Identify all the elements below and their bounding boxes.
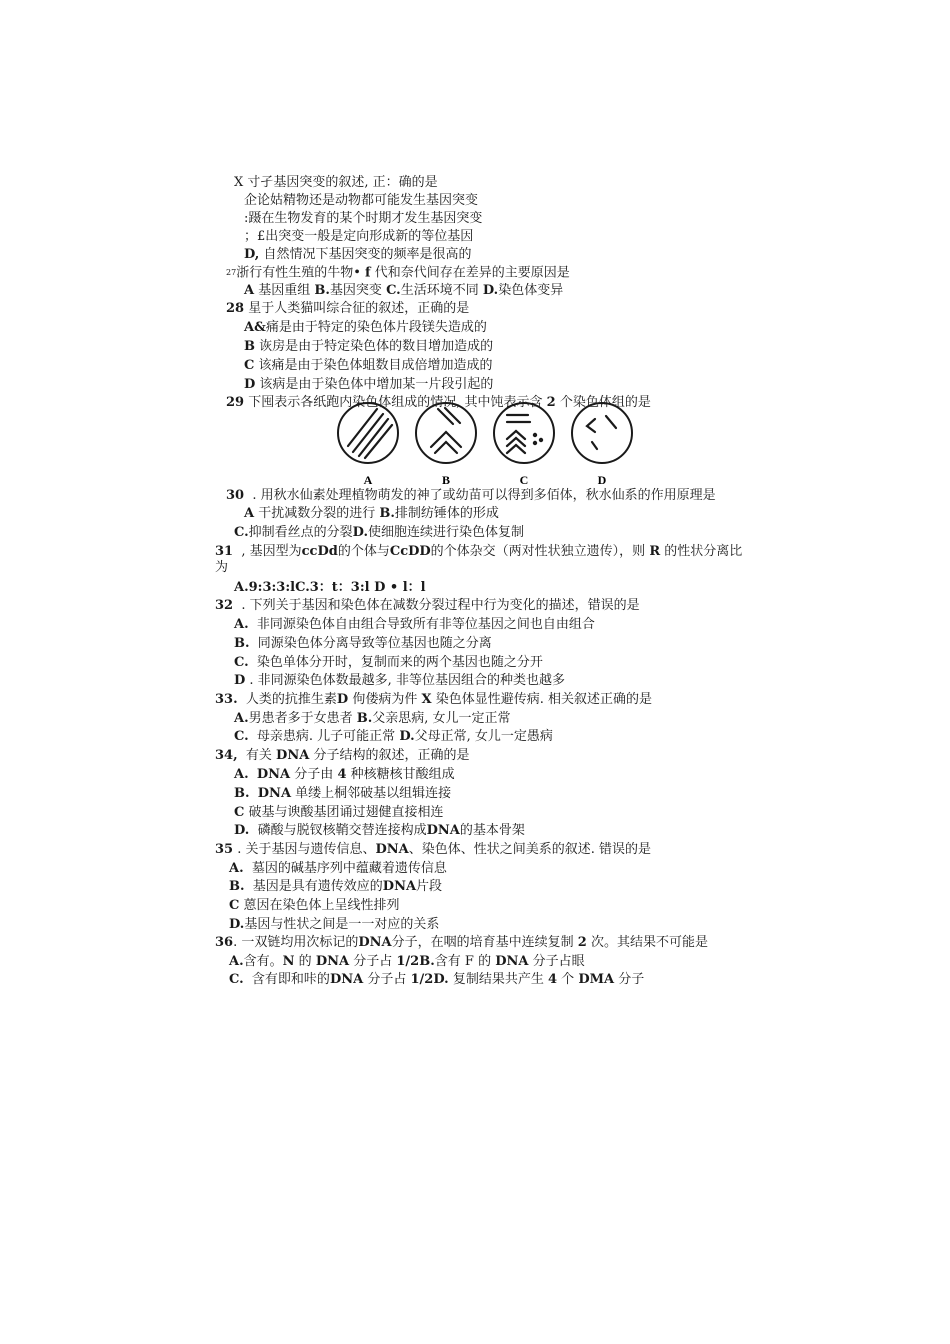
question-32-stem: 32 . 下列关于基因和染色体在减数分裂过程中行为变化的描述，错误的是 bbox=[215, 598, 640, 613]
question-31-stem-cont: 为 bbox=[215, 560, 229, 575]
cell-b-diagram bbox=[416, 403, 476, 463]
question-35-option-b: B. 基因是具有遗传效应的DNA片段 bbox=[229, 879, 443, 894]
question-27-options: A 基因重组 B.基因突变 C.生活环境不同 D.染色体变异 bbox=[244, 283, 564, 298]
question-26-stem: X 寸孑基因突变的叙述, 正：确的是 bbox=[234, 175, 438, 190]
question-32-option-b: B. 同源染色体分离导致等位基因也随之分离 bbox=[234, 636, 492, 651]
question-30-stem: 30 . 用秋水仙素处理植物萌发的神了或幼苗可以得到多佰体，秋水仙系的作用原理是 bbox=[226, 488, 716, 503]
question-32-option-a: A. 非同源染色体自由组合导致所有非等位基因之间也自由组合 bbox=[234, 617, 595, 632]
question-33-options-cd: C. 母亲患病. 儿子可能正常 D.父母正常, 女儿一定愚病 bbox=[234, 729, 553, 744]
chromosome-cells-figure bbox=[335, 395, 645, 490]
cell-c-diagram bbox=[494, 403, 554, 463]
cell-d-diagram bbox=[572, 403, 632, 463]
question-28-stem: 28 星于人类猫叫综合征的叙述，正确的是 bbox=[226, 301, 470, 316]
question-30-options-cd: C.抑制看丝点的分裂D.使细胞连续进行染色体复制 bbox=[234, 525, 525, 540]
question-26-option-b: :蹑在生物发育的某个时期才发生基因突变 bbox=[244, 211, 483, 226]
question-33-options-ab: A.男患者多于女患者 B.父亲思病, 女儿一定正常 bbox=[234, 711, 511, 726]
question-31-stem: 31 , 基因型为ccDd的个体与CcDD的个体杂交（两对性状独立遗传），则 R 的性状分离比 bbox=[215, 544, 743, 559]
cell-b-label: B bbox=[441, 473, 451, 487]
question-28-option-a: A&痛是由于特定的染色体片段镁失造成的 bbox=[244, 320, 487, 335]
question-29-stem: 29 下囤表示各纸跑内染色体组成的情况, 其中饨表示含 2 个染色体组的是 bbox=[226, 395, 651, 410]
question-34-option-d: D. 磷酸与脱钗核鞘交替连接构成DNA的基本骨架 bbox=[234, 823, 525, 838]
question-36-options-ab: A.含有。N 的 DNA 分子占 1/2B.含有 F 的 DNA 分子占眼 bbox=[229, 954, 585, 969]
question-34-option-a: A. DNA 分子由 4 种核糖核甘酸组成 bbox=[234, 767, 455, 782]
cell-a-label: A bbox=[363, 473, 373, 487]
cell-c-label: C bbox=[519, 473, 529, 487]
question-32-option-d: D . 非同源染色体数最越多, 非等位基因组合的种类也越多 bbox=[234, 673, 565, 688]
question-28-option-d: D 该病是由于染色体中增加某一片段引起的 bbox=[244, 377, 494, 392]
cell-a-diagram bbox=[338, 403, 398, 463]
question-32-option-c: C. 染色单体分开时，复制而来的两个基因也随之分开 bbox=[234, 655, 543, 670]
question-26-option-a: 企论姑精物还是动物都可能发生基因突变 bbox=[244, 193, 479, 208]
cell-d-label: D bbox=[597, 473, 607, 487]
question-35-option-d: D.基因与性状之间是一一对应的关系 bbox=[229, 917, 440, 932]
question-36-options-cd: C. 含有即和咔的DNA 分子占 1/2D. 复制结果共产生 4 个 DMA 分子 bbox=[229, 972, 645, 987]
question-35-stem: 35 . 关于基因与遗传信息、DNA、染色体、性状之间美系的叙述. 错误的是 bbox=[215, 842, 652, 857]
question-28-option-c: C 该痛是由于染色体蛆数目成倍增加造成的 bbox=[244, 358, 493, 373]
question-31-options: A.9:3:3:lC.3：t：3:l D • l：l bbox=[234, 580, 426, 595]
question-26-option-c: ；£出突变一般是定向形成新的等位基因 bbox=[244, 229, 474, 244]
question-36-stem: 36. 一双链均用次标记的DNA分子，在咽的培育基中连续复制 2 次。其结果不可能是 bbox=[215, 935, 708, 950]
question-27-stem: 27浙行有性生殖的牛物• f 代和奈代间存在差异的主要原因是 bbox=[226, 265, 570, 281]
question-34-stem: 34, 有关 DNA 分子结构的叙述，正确的是 bbox=[215, 748, 470, 763]
question-26-option-d: D, 自然情况下基因突变的频率是很高的 bbox=[244, 247, 472, 262]
question-33-stem: 33. 人类的抗推生素D 佝偻病为件 X 染色体显性避传病. 相关叙述正确的是 bbox=[215, 692, 652, 707]
question-35-option-a: A. 墓因的碱基序列中蕴藏着遗传信息 bbox=[229, 861, 447, 876]
question-34-option-c: C 破基与谀酸基团诵过翅健直接相连 bbox=[234, 805, 444, 820]
question-28-option-b: B 诙房是由于特定染色体的数目增加造成的 bbox=[244, 339, 494, 354]
question-30-options-ab: A 干扰减数分裂的进行 B.排制纺锤体的形成 bbox=[244, 506, 499, 521]
question-35-option-c: C 蒽因在染色体上呈线性排列 bbox=[229, 898, 400, 913]
question-34-option-b: B. DNA 单缕上桐邻破基以组辑连接 bbox=[234, 786, 452, 801]
